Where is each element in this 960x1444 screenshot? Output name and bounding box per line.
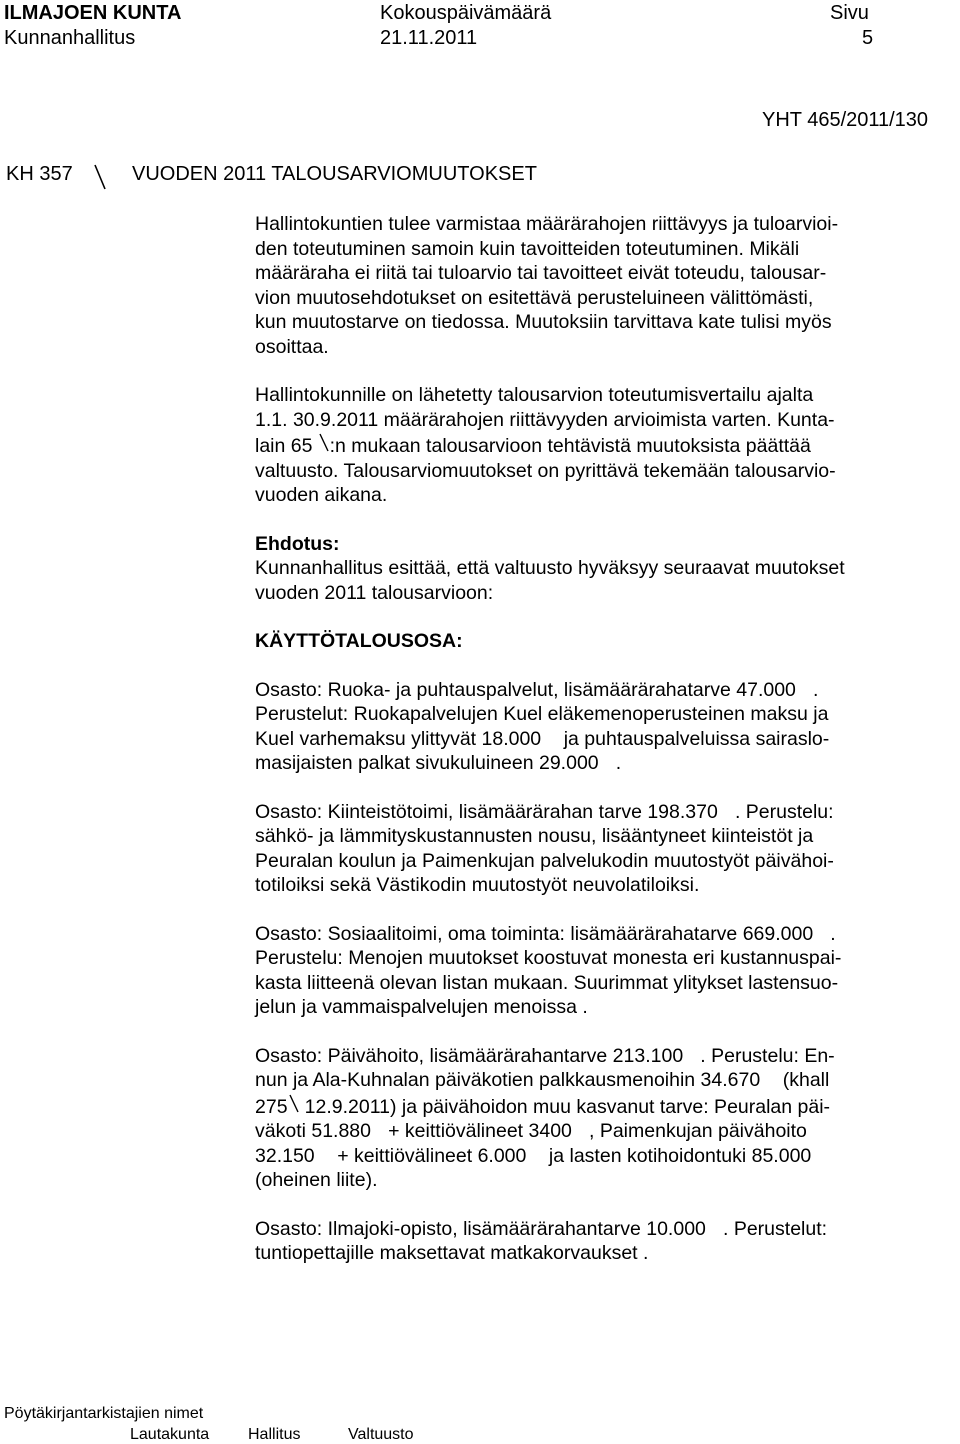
item-ruoka-line: Perustelut: Ruokapalvelujen Kuel eläkemenoperusteinen maksu ja [255,703,829,725]
item-paivahoito-line: Osasto: Päivähoito, lisämäärärahantarve 213.100 . Perustelu: En- [255,1044,835,1067]
section-sign-missing-glyph [92,163,108,191]
footer-col-council: Valtuusto [348,1426,414,1443]
law-reference: lain 65 [255,435,313,457]
reporting-line: Hallintokunnille on lähetetty talousarvion toteutumisvertailu ajalta [255,384,814,406]
document-body [255,212,955,1266]
item-ruoka-line: Osasto: Ruoka- ja puhtauspalvelut, lisämäärärahatarve 47.000 . [255,678,819,701]
signers-label: Pöytäkirjantarkistajien nimet [4,1405,204,1422]
section-number: KH 357 [6,163,73,185]
reporting-line: lain 65 :n mukaan talousarvioon tehtävistä muutoksista päättää [255,432,955,459]
governing-body: Kunnanhallitus [4,27,136,49]
intro-line: kun muutostarve on tiedossa. Muutoksiin tarvittava kate tulisi myös [255,311,832,333]
item-kiinteisto-line: Osasto: Kiinteistötoimi, lisämäärärahan tarve 198.370 . Perustelu: [255,800,834,823]
item-paivahoito-line: (oheinen liite). [255,1169,378,1191]
page-number: 5 [862,27,874,49]
municipality-name: ILMAJOEN KUNTA [4,2,182,24]
section-sign-glyph [318,432,330,459]
item-paivahoito-line: 32.150 + keittiövälineet 6.000 ja lasten kotihoidontuki 85.000 [255,1144,812,1167]
proposal-line: vuoden 2011 talousarvioon: [255,581,494,604]
item-ruoka-line: Kuel varhemaksu ylittyvät 18.000 ja puhtauspalveluissa sairaslo- [255,727,830,750]
section-title: VUODEN 2011 TALOUSARVIOMUUTOKSET [132,163,537,185]
reporting-line: 1.1. 30.9.2011 määrärahojen riittävyyden arvioimista varten. Kunta- [255,408,835,431]
reporting-line: valtuusto. Talousarviomuutokset on pyrittävä tekemään talousarvio- [255,459,836,482]
item-sosiaali-line: kasta liitteenä olevan listan mukaan. Suurimmat ylitykset lastensuo- [255,971,839,994]
item-paivahoito-line: 275 12.9.2011) ja päivähoidon muu kasvanut tarve: Peuralan päi- [255,1093,955,1120]
item-kiinteisto-line: totiloiksi sekä Västikodin muutostyöt neuvolatiloiksi. [255,874,700,896]
item-ruoka-line: masijaisten palkat sivukuluineen 29.000 . [255,752,622,774]
intro-line: osoittaa. [255,335,329,358]
meeting-date-label: Kokouspäivämäärä [380,2,552,24]
footer-col-government: Hallitus [248,1426,301,1443]
item-paivahoito-line: nun ja Ala-Kuhnalan päiväkotien palkkausmenoihin 34.670 (khall [255,1069,830,1091]
meeting-date: 21.11.2011 [380,27,478,49]
item-sosiaali-line: Perustelu: Menojen muutokset koostuvat monesta eri kustannuspai- [255,947,842,969]
item-kiinteisto-line: sähkö- ja lämmityskustannusten nousu, lisääntyneet kiinteistöt ja [255,825,814,847]
document-id: YHT 465/2011/130 [762,109,929,131]
proposal-line: Kunnanhallitus esittää, että valtuusto hyväksyy seuraavat muutokset [255,557,845,579]
intro-line: Hallintokuntien tulee varmistaa määrärahojen riittävyys ja tuloarvioi- [255,213,839,235]
footer-col-board: Lautakunta [130,1426,210,1443]
intro-line: den toteutuminen samoin kuin tavoitteiden toteutuminen. Mikäli [255,237,800,260]
item-opisto-line: Osasto: Ilmajoki-opisto, lisämäärärahantarve 10.000 . Perustelut: [255,1217,828,1240]
item-paivahoito-line: väkoti 51.880 + keittiövälineet 3400 , Paimenkujan päivähoito [255,1120,807,1142]
item-sosiaali-line: Osasto: Sosiaalitoimi, oma toiminta: lisämäärärahatarve 669.000 . [255,922,836,945]
item-sosiaali-line: jelun ja vammaispalvelujen menoissa . [255,996,588,1018]
section-sign-glyph [288,1093,300,1120]
proposal-label: Ehdotus: [255,532,340,555]
item-opisto-line: tuntiopettajille maksettavat matkakorvaukset . [255,1242,649,1264]
budget-section-heading: KÄYTTÖTALOUSOSA: [255,630,463,652]
page-label: Sivu [830,2,869,24]
item-kiinteisto-line: Peuralan koulun ja Paimenkujan palvelukodin muutostyöt päivähoi- [255,849,834,872]
intro-line: määräraha ei riitä tai tuloarvio tai tavoitteet eivät toteudu, talousar- [255,262,827,284]
reporting-line: vuoden aikana. [255,484,388,506]
intro-line: vion muutosehdotukset on esitettävä perusteluineen välittömästi, [255,286,814,309]
